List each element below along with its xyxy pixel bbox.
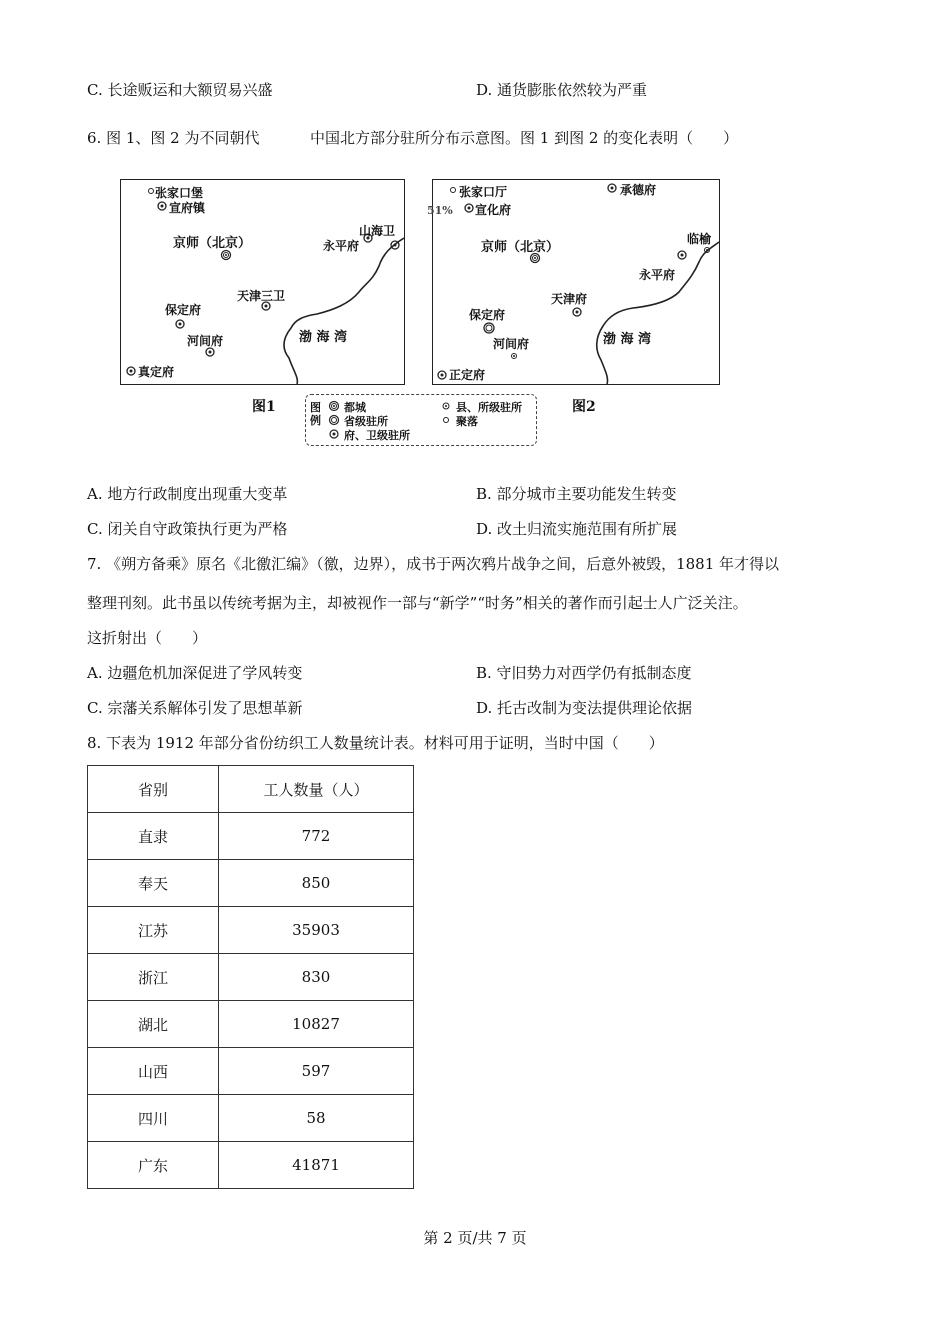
legend-county: 县、所级驻所: [456, 401, 522, 414]
province-cell: 山西: [88, 1048, 219, 1095]
q7-option-d: D. 托古改制为变法提供理论依据: [476, 699, 693, 717]
q6-option-a: A. 地方行政制度出现重大变革: [87, 485, 288, 503]
map1-label-shanhai: 山海卫: [359, 224, 396, 238]
table-row: [88, 907, 414, 954]
table-row: [88, 1142, 414, 1189]
table-row: [88, 813, 414, 860]
province-cell: 江苏: [88, 907, 219, 954]
map2-label-mark: 51%: [427, 204, 453, 217]
province-cell: 广东: [88, 1142, 219, 1189]
map2-label-bohai: 渤 海 湾: [603, 332, 652, 347]
table-row: [88, 954, 414, 1001]
page-footer: 第 2 页/共 7 页: [423, 1229, 527, 1247]
map2-label-baoding: 保定府: [469, 308, 506, 322]
map1-caption: 图1: [252, 399, 276, 415]
map2-label-chengde: 承德府: [620, 183, 657, 197]
q8-stem: 8. 下表为 1912 年部分省份纺织工人数量统计表。材料可用于证明，当时中国（ ）: [87, 734, 664, 752]
legend-settlement: 聚落: [456, 415, 478, 428]
map1-label-bohai: 渤 海 湾: [299, 330, 348, 345]
q7-stem-line1: 7. 《朔方备乘》原名《北徼汇编》（徼，边界），成书于两次鸦片战争之间，后意外被毁，1881 年才得以: [87, 555, 780, 573]
legend-capital: 都城: [344, 401, 366, 414]
q7-stem-line3: 这折射出（ ）: [87, 629, 208, 647]
count-cell: 772: [219, 813, 414, 860]
q7-stem-line2: 整理刊刻。此书虽以传统考据为主，却被视作一部与“新学”“时务”相关的著作而引起士人广泛关注。: [87, 594, 748, 612]
count-cell: 41871: [219, 1142, 414, 1189]
map1-label-zhangjiakou: 张家口堡: [155, 186, 204, 200]
q6-stem-part2: 中国北方部分驻所分布示意图。图 1 到图 2 的变化表明（ ）: [310, 129, 739, 147]
map2-label-xuanhua: 宣化府: [475, 203, 512, 217]
q6-option-d: D. 改土归流实施范围有所扩展: [476, 520, 678, 538]
province-cell: 浙江: [88, 954, 219, 1001]
count-cell: 597: [219, 1048, 414, 1095]
q7-option-a: A. 边疆危机加深促进了学风转变: [87, 664, 303, 682]
map1-label-zhending: 真定府: [138, 365, 175, 379]
map-legend: [305, 394, 537, 446]
q6-option-b: B. 部分城市主要功能发生转变: [476, 485, 677, 503]
table-row: [88, 1048, 414, 1095]
map2-label-zhangjiakou: 张家口厅: [459, 185, 508, 199]
map2-label-jingshi: 京师（北京）: [481, 240, 560, 255]
count-cell: 10827: [219, 1001, 414, 1048]
map2-caption: 图2: [572, 399, 596, 415]
legend-title: 图 例: [310, 401, 321, 427]
province-cell: 直隶: [88, 813, 219, 860]
count-cell: 850: [219, 860, 414, 907]
q7-option-c: C. 宗藩关系解体引发了思想革新: [87, 699, 303, 717]
worker-stats-table: [87, 765, 414, 1189]
map1-label-jingshi: 京师（北京）: [173, 236, 252, 251]
q5-option-c: C. 长途贩运和大额贸易兴盛: [87, 81, 273, 99]
map1-label-yongping: 永平府: [323, 239, 360, 253]
map2-label-tianjin: 天津府: [551, 292, 588, 306]
legend-province: 省级驻所: [344, 415, 388, 428]
table-row: [88, 1095, 414, 1142]
province-cell: 奉天: [88, 860, 219, 907]
header-worker-count: 工人数量（人）: [219, 766, 414, 813]
legend-prefecture: 府、卫级驻所: [344, 429, 410, 442]
q6-option-c: C. 闭关自守政策执行更为严格: [87, 520, 288, 538]
map-figure-2: [427, 179, 720, 385]
map2-label-yongping: 永平府: [639, 268, 676, 282]
table-row: [88, 860, 414, 907]
header-province: 省别: [88, 766, 219, 813]
q5-option-d: D. 通货膨胀依然较为严重: [476, 81, 648, 99]
map-figure-1: [120, 179, 405, 385]
count-cell: 830: [219, 954, 414, 1001]
province-cell: 四川: [88, 1095, 219, 1142]
map2-label-linyu: 临榆: [687, 232, 712, 246]
map1-coastline: [121, 180, 404, 384]
table-header-row: [88, 766, 414, 813]
count-cell: 58: [219, 1095, 414, 1142]
province-cell: 湖北: [88, 1001, 219, 1048]
count-cell: 35903: [219, 907, 414, 954]
map2-label-zhengding: 正定府: [449, 368, 486, 382]
q6-stem-part1: 6. 图 1、图 2 为不同朝代: [87, 129, 260, 147]
q7-option-b: B. 守旧势力对西学仍有抵制态度: [476, 664, 692, 682]
map2-label-hejian: 河间府: [493, 337, 530, 351]
map1-label-hejian: 河间府: [187, 334, 224, 348]
map1-label-tianjin: 天津三卫: [237, 289, 286, 303]
map1-label-baoding: 保定府: [165, 303, 202, 317]
table-row: [88, 1001, 414, 1048]
map1-label-xuanfu: 宣府镇: [169, 201, 206, 215]
